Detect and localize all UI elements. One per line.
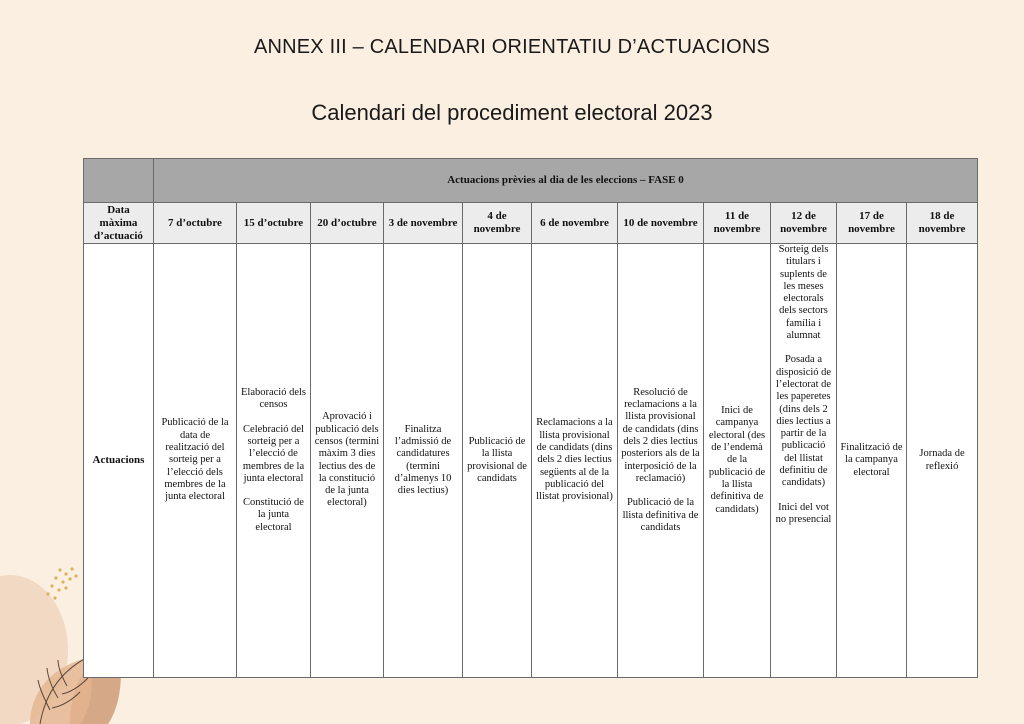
action-text: Publicació de la llista definitiva de candidats <box>622 497 699 533</box>
action-cell <box>384 244 463 678</box>
action-cell <box>618 244 704 678</box>
date-header: 12 de novembre <box>771 203 837 244</box>
action-text: Aprovació i publicació dels censos (termini màxim 3 dies lectius des de la constitució de la junta electoral) <box>314 411 380 509</box>
date-header: 15 d’octubre <box>237 203 311 244</box>
action-cell <box>311 244 384 678</box>
phase-header-row <box>84 159 978 203</box>
date-column-header: Data màxima d’actuació <box>84 203 154 244</box>
corner-cell <box>84 159 154 203</box>
action-text: Celebració del sorteig per a l’elecció de membres de la junta electoral <box>242 423 305 484</box>
date-header: 3 de novembre <box>384 203 463 244</box>
actions-row <box>84 244 978 678</box>
calendar-subtitle: Calendari del procediment electoral 2023 <box>311 100 713 125</box>
action-text: Elaboració dels censos <box>240 387 306 411</box>
date-header: 20 d’octubre <box>311 203 384 244</box>
date-header: 17 de novembre <box>837 203 907 244</box>
action-cell <box>154 244 237 678</box>
phase-header: Actuacions prèvies al dia de les eleccions – FASE 0 <box>154 159 978 203</box>
date-header: 4 de novembre <box>463 203 532 244</box>
date-header: 10 de novembre <box>618 203 704 244</box>
action-text: Publicació de la data de realització del sorteig per a l’elecció dels membres de la junta electoral <box>161 417 229 503</box>
action-cell <box>837 244 907 678</box>
actions-row-header: Actuacions <box>84 244 154 678</box>
annex-title: ANNEX III – CALENDARI ORIENTATIU D’ACTUACIONS <box>253 36 771 58</box>
action-cell <box>463 244 532 678</box>
date-header: 11 de novembre <box>704 203 771 244</box>
action-text: Finalitza l’admissió de candidatures (termini d’almenys 10 dies lectius) <box>394 423 452 497</box>
action-text: Jornada de reflexió <box>919 448 965 472</box>
action-text: Finalització de la campanya electoral <box>840 442 903 478</box>
action-cell <box>532 244 618 678</box>
action-cell <box>907 244 978 678</box>
action-text: Inici del vot no presencial <box>775 501 832 525</box>
action-text: Resolució de reclamacions a la llista provisional de candidats (dins dels 2 dies lectius posteriors als de la interposició de la reclamació) <box>621 386 700 484</box>
action-text: Reclamacions a la llista provisional de candidats (dins dels 2 dies lectius següents al de la publicació del llistat provisional) <box>536 417 613 503</box>
action-text: Posada a disposició de l’electorat de les paperetes (dins dels 2 dies lectius a partir de la publicació del llistat definitiu de candidats) <box>775 354 832 489</box>
date-header: 7 d’octubre <box>154 203 237 244</box>
action-cell <box>237 244 311 678</box>
action-text: Constitució de la junta electoral <box>243 497 304 533</box>
action-cell <box>704 244 771 678</box>
action-text: Inici de campanya electoral (des de l’endemà de la publicació de la llista definitiva de candidats) <box>708 405 766 515</box>
date-header: 18 de novembre <box>907 203 978 244</box>
date-header: 6 de novembre <box>532 203 618 244</box>
action-text: Sorteig dels titulars i suplents de les meses electorals dels sectors família i alumnat <box>778 244 829 342</box>
action-text: Publicació de la llista provisional de candidats <box>467 435 527 484</box>
electoral-calendar-table <box>83 158 978 678</box>
date-header-row <box>84 203 978 244</box>
action-cell <box>771 244 837 678</box>
